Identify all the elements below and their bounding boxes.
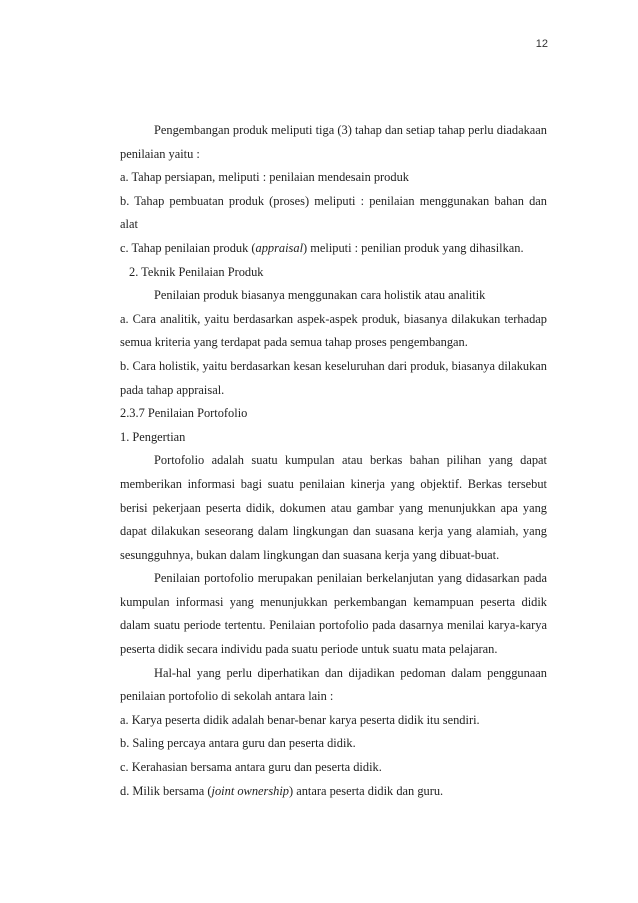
guideline-item-d bbox=[120, 780, 547, 804]
paragraph-product-development: Pengembangan produk meliputi tiga (3) tahap dan setiap tahap perlu diadakaan penilaian yaitu : bbox=[120, 123, 547, 161]
guideline-item-c: c. Kerahasian bersama antara guru dan peserta didik. bbox=[120, 760, 382, 775]
guideline-item-a: a. Karya peserta didik adalah benar-benar karya peserta didik itu sendiri. bbox=[120, 712, 480, 727]
paragraph-portfolio-definition: Portofolio adalah suatu kumpulan atau berkas bahan pilihan yang dapat memberikan informasi bagi suatu penilaian kinerja yang objektif. Berkas tersebut berisi pekerjaan peserta didik, dokumen atau gambar yang menunjukkan apa yang dapat dilakukan seseorang dalam lingkungan dan suasana kerja yang alamiah, yang sesungguhnya, bukan dalam lingkungan dan suasana kerja yang dibuat-buat. bbox=[120, 453, 547, 562]
paragraph-guidelines: Hal-hal yang perlu diperhatikan dan dijadikan pedoman dalam penggunaan penilaian portofolio di sekolah antara lain : bbox=[120, 665, 547, 704]
guideline-item-d-text-start: d. Milik bersama ( bbox=[120, 783, 212, 798]
heading-product-assessment-technique: 2. Teknik Penilaian Produk bbox=[129, 264, 264, 279]
heading-definition: 1. Pengertian bbox=[120, 429, 186, 444]
list-item-a-preparation: a. Tahap persiapan, meliputi : penilaian mendesain produk bbox=[120, 170, 409, 185]
list-item-c-text-end: ) meliputi : penilian produk yang dihasilkan. bbox=[303, 240, 524, 255]
joint-ownership-term: joint ownership bbox=[211, 783, 289, 798]
list-item-c-text-start: c. Tahap penilaian produk ( bbox=[120, 240, 256, 255]
guideline-item-b: b. Saling percaya antara guru dan peserta didik. bbox=[120, 736, 356, 751]
appraisal-term: appraisal bbox=[255, 240, 304, 255]
section-heading-portfolio: 2.3.7 Penilaian Portofolio bbox=[120, 406, 248, 421]
paragraph-holistic-analytic: Penilaian produk biasanya menggunakan cara holistik atau analitik bbox=[154, 288, 486, 303]
guideline-item-d-text-end: ) antara peserta didik dan guru. bbox=[289, 783, 444, 798]
list-item-c-appraisal bbox=[120, 237, 547, 261]
list-item-b-holistic: b. Cara holistik, yaitu berdasarkan kesan keseluruhan dari produk, biasanya dilakukan pada tahap appraisal. bbox=[120, 358, 547, 397]
paragraph-portfolio-assessment: Penilaian portofolio merupakan penilaian berkelanjutan yang didasarkan pada kumpulan informasi yang menunjukkan perkembangan kemampuan peserta didik dalam suatu periode tertentu. Penilaian portofolio pada dasarnya menilai karya-karya peserta didik secara individu pada suatu periode untuk suatu mata pelajaran. bbox=[120, 571, 547, 657]
page-number: 12 bbox=[535, 38, 548, 50]
list-item-a-analytic: a. Cara analitik, yaitu berdasarkan aspek-aspek produk, biasanya dilakukan terhadap semua kriteria yang terdapat pada semua tahap proses pengembangan. bbox=[120, 311, 547, 350]
document-body bbox=[120, 119, 547, 803]
list-item-b-process: b. Tahap pembuatan produk (proses) meliputi : penilaian menggunakan bahan dan alat bbox=[120, 193, 547, 232]
